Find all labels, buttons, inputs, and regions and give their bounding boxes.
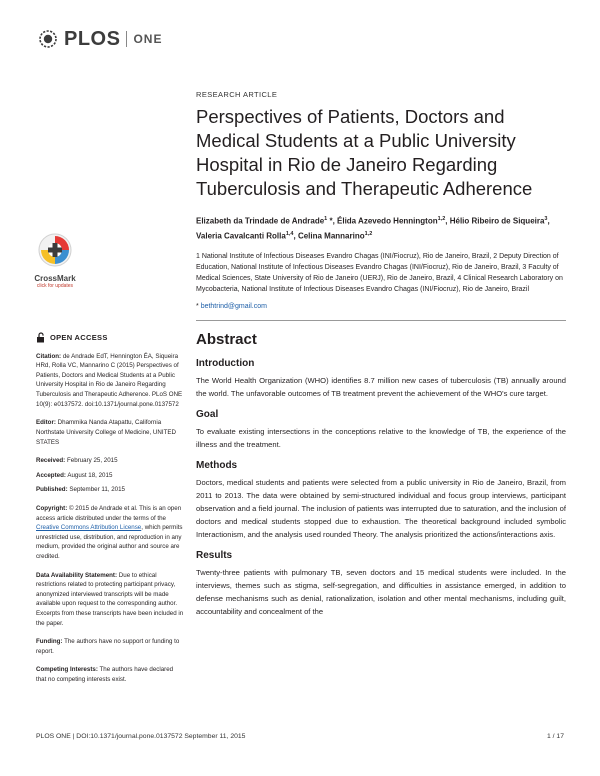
author-name: Elizabeth da Trindade de Andrade (196, 216, 325, 226)
article-main (196, 90, 566, 627)
author-list (196, 213, 566, 242)
citation-block (36, 352, 184, 410)
accepted-label: Accepted: (36, 471, 66, 479)
copyright-label: Copyright: (36, 504, 68, 512)
author-sep: , (547, 216, 550, 226)
author-sep: *, (327, 216, 338, 226)
brand-name: PLOS (64, 27, 121, 50)
journal-name: ONE (133, 32, 163, 46)
competing-interests-text: The authors have declared that no competing interests exist. (36, 666, 174, 684)
page-number: 1 / 17 (546, 733, 564, 740)
page-footer (36, 733, 564, 740)
editor-block (36, 418, 184, 447)
article-metadata-sidebar (36, 332, 184, 694)
logo-divider (126, 31, 127, 47)
copyright-text-cont: , which permits unrestricted use, distribution, and reproduction in any medium, provided the original author and source are credited. (36, 524, 183, 560)
copyright-text: © 2015 de Andrade et al. This is an open access article distributed under the terms of the (36, 504, 182, 522)
open-lock-icon (36, 332, 46, 343)
published-block (36, 485, 184, 495)
results-text: Twenty-three patients with pulmonary TB, seven doctors and 15 medical students were included. In the interviews, themes such as stigma, self-segregation, and difficulties in assistance emerged, in addition to defense mechanisms such as denial, rationalization, isolation and other mental mechanisms, including guilt, accountability and concealment of the (196, 568, 566, 617)
methods-heading: Methods (196, 460, 238, 472)
author-name: Valeria Cavalcanti Rolla (196, 231, 286, 241)
author-affil-sup: 1,2 (364, 230, 373, 237)
article-title: Perspectives of Patients, Doctors and Medical Students at a Public University Hospital in Rio de Janeiro Regarding Tuberculosis and Therapeutic Adherence (196, 106, 533, 199)
accepted-date: August 18, 2015 (67, 471, 113, 479)
editor-label: Editor: (36, 419, 56, 427)
published-label: Published: (36, 486, 68, 494)
received-block (36, 456, 184, 466)
author-sep: , (293, 231, 298, 241)
data-availability-label: Data Availability Statement: (36, 571, 118, 579)
author-name: Élida Azevedo Hennington (337, 216, 438, 226)
author-name: Celina Mannarino (297, 231, 365, 241)
introduction-heading: Introduction (196, 358, 255, 370)
corresponding-email (196, 303, 566, 310)
article-type: RESEARCH ARTICLE (196, 90, 278, 99)
author-affil-sup: 3 (544, 216, 548, 222)
citation-label: Citation: (36, 352, 62, 360)
received-date: February 25, 2015 (66, 457, 118, 465)
plos-logo-icon (36, 28, 60, 50)
competing-interests-block (36, 665, 184, 684)
accepted-block (36, 471, 184, 481)
funding-block (36, 637, 184, 656)
results-heading: Results (196, 550, 233, 562)
crossmark-icon (37, 232, 73, 268)
funding-text: The authors have no support or funding to report. (36, 638, 180, 655)
open-access-label: OPEN ACCESS (50, 333, 108, 342)
author-name: Hélio Ribeiro de Siqueira (449, 216, 545, 226)
open-access-badge (36, 332, 184, 344)
author-affil-sup: 1,4 (285, 230, 294, 237)
crossmark-label: CrossMark (34, 274, 76, 283)
goal-text: To evaluate existing intersections in the conceptions relative to the knowledge of TB, the experience of the illness and the treatment. (196, 427, 566, 450)
abstract-heading: Abstract (196, 331, 257, 349)
cc-license-link[interactable]: Creative Commons Attribution License (36, 524, 142, 532)
corresponding-star: * (196, 303, 199, 311)
copyright-block (36, 504, 184, 562)
competing-interests-label: Competing Interests: (36, 666, 98, 674)
affiliations: 1 National Institute of Infectious Diseases Evandro Chagas (INI/Fiocruz), Rio de Janeiro, Brazil, 2 Deputy Direction of Education, National Institute of Infectious Diseases Evandro Chagas (INI/Fiocruz), Rio de Janeiro, Brazil, 3 Faculty of Medical Sciences, State University of Rio de Janeiro (UERJ), Rio de Janeiro, Brazil, 4 Clinical Research Laboratory on Mycobacteria, National Institute of Infectious Diseases Evandro Chagas (INI/Fiocruz), Rio de Janeiro, Brazil (196, 253, 563, 294)
methods-text: Doctors, medical students and patients were selected from a public university in Rio de Janeiro, Brazil, from 2011 to 2013. The data were obtained by semi-structured individual and focus group interviews, participant observation and a field journal. The inclusion of patients was interrupted due to saturation, and the inclusion of doctors and medical students stopped due to exhaustion. The theoretical background included symbolic Interactionism, and the analysis used rounded Theory. The analysis prioritized the actions/interactions axis. (196, 478, 566, 540)
published-date: September 11, 2015 (69, 486, 125, 494)
received-label: Received: (36, 457, 66, 465)
citation-text: de Andrade EdT, Hennington ÉA, Siqueira HRd, Rolla VC, Mannarino C (2015) Perspectives of Patients, Doctors and Medical Students at a Public University Hospital in Rio de Janeiro Regarding Tuberculosis and Therapeutic Adherence. PLoS ONE 10(9): e0137572. doi:10.1371/journal.pone.0137572 (36, 352, 183, 408)
data-availability-block (36, 571, 184, 629)
section-divider (196, 320, 566, 321)
editor-text: Dhammika Nanda Atapattu, California Northstate University College of Medicine, UNITED STATES (36, 419, 176, 446)
data-availability-text: Due to ethical restrictions related to protecting participant privacy, anonymized interviewed transcripts will be made available upon request to the corresponding author. Excerpts from these transcripts have been included in the paper. (36, 571, 184, 627)
crossmark-badge[interactable] (33, 232, 77, 289)
goal-heading: Goal (196, 409, 219, 421)
author-affil-sup: 1 (324, 216, 328, 222)
crossmark-sublabel: click for updates (36, 283, 74, 289)
email-link[interactable]: bethtrind@gmail.com (200, 303, 267, 311)
introduction-text: The World Health Organization (WHO) identifies 8.7 million new cases of tuberculosis (TB) annually around the world. The unfavorable outcomes of TB treatment prevent the achievement of the WHO's cure target. (196, 376, 566, 399)
footer-citation: PLOS ONE | DOI:10.1371/journal.pone.0137572 September 11, 2015 (36, 733, 246, 740)
author-affil-sup: 1,2 (437, 216, 446, 222)
plos-one-logo[interactable] (36, 28, 162, 50)
funding-label: Funding: (36, 638, 63, 646)
author-sep: , (445, 216, 450, 226)
